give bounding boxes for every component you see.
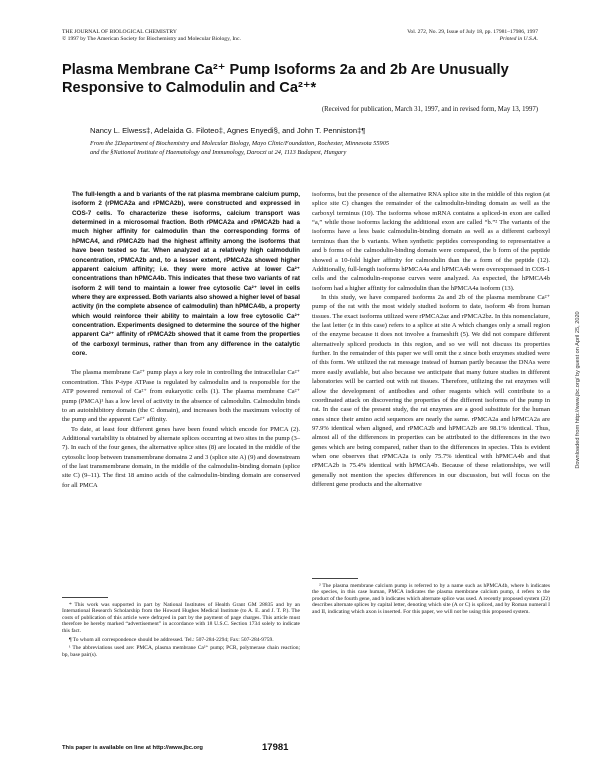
page-number: 17981: [262, 742, 289, 753]
left-column: [62, 190, 300, 490]
affiliation-line-1: From the ‡Department of Biochemistry and Molecular Biology, Mayo Clinic/Foundation, Rochester, Minnesota 55905: [90, 140, 389, 147]
footnote-divider: [312, 578, 358, 579]
footnote-correspondence: ¶ To whom all correspondence should be addressed. Tel.: 507-284-2294; Fax: 507-284-9759.: [69, 636, 274, 643]
journal-header-left: [62, 29, 241, 43]
footnote-funding: * This work was supported in part by National Institutes of Health Grant GM 28835 and by an International Research Scholarship from the Howard Hughes Medical Institute (to A. E. and J. T. P.). The costs of publication of this article were defrayed in part by the payment of page charges. This article must therefore be hereby marked “advertisement” in accordance with 18 U.S.C. Section 1734 solely to indicate this fact.: [62, 602, 300, 634]
title-line-1: Plasma Membrane Ca²⁺ Pump Isoforms 2a and 2b Are Unusually: [62, 62, 509, 78]
body-paragraph: To date, at least four different genes have been found which encode for PMCA (2). Additional variability is obtained by alternate splices occurring at two sites in the pump (3–7). In each of the four genes, the alternative splice sites (8) are located in the middle of the cytosolic loop between transmembrane domains 2 and 3 (splice site A) (9) and downstream of the last transmembrane domain, in the middle of the calmodulin-binding domain (splice site C) (9–11). The first 18 amino acids of the calmodulin-binding domain are conserved for all PMCA: [62, 425, 300, 489]
page-footer: [62, 742, 550, 759]
author-list: Nancy L. Elwess‡, Adelaida G. Filoteo‡, Agnes Enyedi§, and John T. Penniston‡¶: [90, 126, 366, 135]
volume-issue-line: Vol. 272, No. 29, Issue of July 18, pp. 17981–17986, 1997: [407, 29, 538, 35]
received-dates: (Received for publication, March 31, 1997, and in revised form, May 13, 1997): [321, 106, 538, 113]
online-availability: This paper is available on line at http://www.jbc.org: [62, 745, 203, 751]
abstract: The full-length a and b variants of the rat plasma membrane calcium pump, isoform 2 (rPMCA2a and rPMCA2b), were constructed and expressed in COS-7 cells. To characterize these isoforms, calcium transport was determined in a microsomal fraction. Both rPMCA2a and rPMCA2b had a much higher affinity for calmodulin than the corresponding forms of hPMCA4, and rPMCA2b had the highest affinity among the isoforms that have been tested so far. When analyzed at a relatively high calmodulin concentration, rPMCA2b and, to a lesser extent, rPMCA2a showed higher apparent calcium affinity; i.e. they were more active at lower Ca²⁺ concentrations than hPMCA4b. This indicates that these two variants of rat isoform 2 will tend to maintain a lower free cytosolic Ca²⁺ level in cells where they are expressed. Both variants also showed a higher level of basal activity (in the complete absence of calmodulin) than hPMCA4b, a property which would reinforce their ability to maintain a low free cytosolic Ca²⁺ concentration. Experiments designed to determine the source of the higher apparent Ca²⁺ affinity of rPMCA2b showed that it came from the properties of the carboxyl terminus, rather than from any difference in the catalytic core.: [72, 191, 300, 358]
body-paragraph: isoforms, but the presence of the alternative RNA splice site in the middle of this region (at splice site C) changes the remainder of the calmodulin-binding domain as well as the carboxyl terminus (10). The isoforms whose mRNA contains a spliced-in exon are called “a,” while those isoforms lacking the additional exon are called “b.”² The variants of the isoforms have a less basic calmodulin-binding domain as well as a different carboxyl terminus than the b variants. When synthetic peptides corresponding to representative a and b forms of the calmodulin-binding domain were compared, the b form of the peptide showed a 10-fold higher affinity for calmodulin than the a form of the peptide (12). Additionally, full-length isoforms hPMCA4a and hPMCA4b were overexpressed in COS-1 cells and the calmodulin-response curves were analyzed. As expected, the hPMCA4b isoform had a higher affinity for calmodulin than the hPMCA4a isoform (13).: [312, 191, 550, 292]
title-line-2: Responsive to Calmodulin and Ca²⁺*: [62, 79, 317, 96]
affiliations: [90, 140, 550, 157]
printed-in-line: Printed in U.S.A.: [499, 36, 538, 43]
body-paragraph: In this study, we have compared isoforms 2a and 2b of the plasma membrane Ca²⁺ pump of the rat with the most widely studied isoform to date, isoform 4b from human tissues. The exact isoforms utilized were rPMCA2az and rPMCA2bz. In this nomenclature, the last letter (z in this case) refers to a splice at site A which changes only a small region of the enzyme because it does not involve a frameshift (5). We did not compare different alternatively spliced products in this region, and so we will not discuss its properties further. In the remainder of this paper we will omit the z since both enzymes studied were of this form. We utilized the rat message instead of human partly because the DNAs were more easily available, but also because we anticipate that many future studies in different laboratories will be carried out with rat tissues. Therefore, utilizing the rat enzymes will allow the development of antibodies and other reagents which will contribute to a coordinated attack on discovering the properties of the different isoforms of the pump in rat. In the case of the present study, the rat enzymes are a good substitute for the human ones since their amino acid sequences are nearly the same. rPMCA2a and hPMCA2a are 97.9% identical when aligned, and rPMCA2b and hPMCA2b are 98.1% identical. Thus, almost all of the differences in properties can be attributed to the differences in the two genes which are being compared, rather than to the differences in species. This is evident when one observes that rPMCA2a is only 75.7% identical with hPMCA4b and that rPMCA2b is 75.4% identical with hPMCA4b. Because of these relationships, we will generally not mention the species differences in our discussion, but will focus on the different gene products and the alternative: [312, 293, 550, 489]
footnote-nomenclature: ² The plasma membrane calcium pump is referred to by a name such as hPMCA4b, where h indicates the species, in this case human, PMCA indicates the plasma membrane calcium pump, 4 refers to the product of the fourth gene, and b indicates which alternate splice was used. A recently proposed system (22) describes alternate splices by capital letter, denoting which site (A or C) is spliced, and by Roman numeral I and II, indicating which axon is inserted. For this paper, we will not be using this proposed system.: [312, 583, 550, 615]
journal-header-right: [407, 29, 538, 43]
footnote-abbreviations: ¹ The abbreviations used are: PMCA, plasma membrane Ca²⁺ pump; PCR, polymerase chain reaction; bp, base pair(s).: [62, 645, 300, 658]
footnotes-right: [312, 578, 550, 618]
footnotes-left: [62, 597, 300, 661]
download-watermark: Downloaded from http://www.jbc.org/ by guest on April 25, 2020: [575, 311, 581, 469]
affiliation-line-2: and the §National Institute of Haematology and Immunology, Daroczi ut 24, 1113 Budapest, Hungary: [90, 148, 347, 156]
right-column: [312, 190, 550, 490]
copyright-line: © 1997 by The American Society for Biochemistry and Molecular Biology, Inc.: [62, 36, 241, 43]
body-paragraph: The plasma membrane Ca²⁺ pump plays a key role in controlling the intracellular Ca²⁺ concentration. This P-type ATPase is regulated by calmodulin and is responsible for the ATP powered removal of Ca²⁺ from eukaryotic cells (1). The plasma membrane Ca²⁺ pump (PMCA)¹ has a low level of activity in the absence of calmodulin. Calmodulin binds to an autoinhibitory domain (the C domain), and increases both the maximum velocity of the pump and the apparent Ca²⁺ affinity.: [62, 369, 300, 424]
journal-name: THE JOURNAL OF BIOLOGICAL CHEMISTRY: [62, 29, 177, 35]
article-title: [62, 62, 542, 97]
footnote-divider: [62, 597, 108, 598]
